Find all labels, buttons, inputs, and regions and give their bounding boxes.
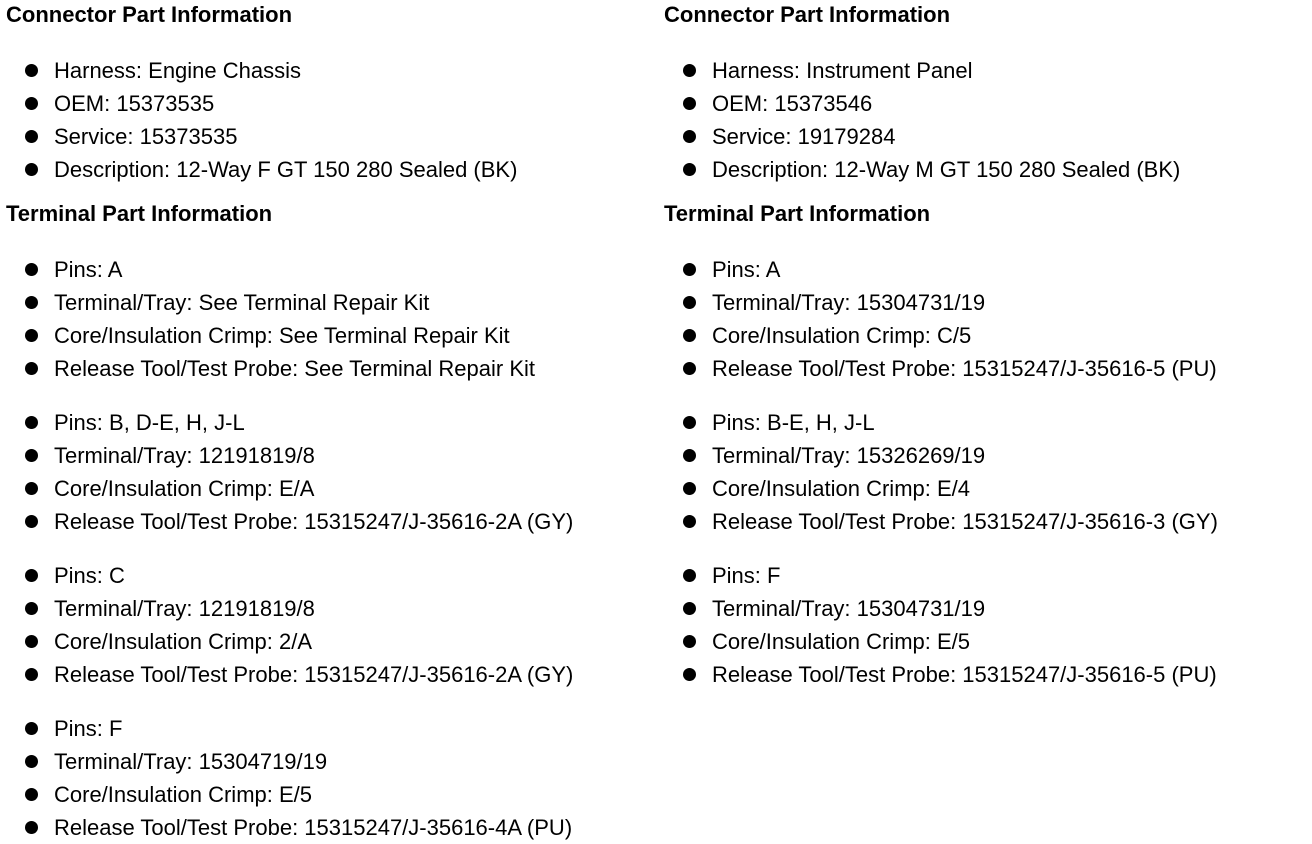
list-item bbox=[664, 406, 1309, 439]
item-text: Release Tool/Test Probe: 15315247/J-35616-2A (GY) bbox=[54, 662, 574, 687]
bullet-icon bbox=[683, 263, 696, 276]
list-item bbox=[6, 625, 656, 658]
item-text: Pins: A bbox=[712, 257, 781, 282]
bullet-icon bbox=[25, 569, 38, 582]
bullet-icon bbox=[683, 449, 696, 462]
list-item bbox=[6, 286, 656, 319]
list-item bbox=[6, 87, 656, 120]
right-column bbox=[664, 0, 1309, 691]
item-text: Terminal/Tray: 15326269/19 bbox=[712, 443, 986, 468]
bullet-icon bbox=[25, 788, 38, 801]
bullet-icon bbox=[683, 482, 696, 495]
item-text: Release Tool/Test Probe: 15315247/J-35616-5 (PU) bbox=[712, 356, 1217, 381]
list-item bbox=[664, 319, 1309, 352]
list-item bbox=[6, 712, 656, 745]
bullet-icon bbox=[683, 416, 696, 429]
item-text: Terminal/Tray: 15304731/19 bbox=[712, 290, 986, 315]
bullet-icon bbox=[25, 362, 38, 375]
bullet-icon bbox=[25, 163, 38, 176]
item-text: OEM: 15373546 bbox=[712, 91, 873, 116]
connector-heading: Connector Part Information bbox=[6, 2, 293, 27]
list-item bbox=[6, 352, 656, 385]
item-text: Core/Insulation Crimp: 2/A bbox=[54, 629, 312, 654]
bullet-icon bbox=[25, 722, 38, 735]
list-item bbox=[664, 505, 1309, 538]
bullet-icon bbox=[25, 821, 38, 834]
bullet-icon bbox=[25, 296, 38, 309]
item-text: Pins: B-E, H, J-L bbox=[712, 410, 875, 435]
list-item bbox=[664, 120, 1309, 153]
bullet-icon bbox=[683, 668, 696, 681]
item-text: Core/Insulation Crimp: E/A bbox=[54, 476, 315, 501]
bullet-icon bbox=[683, 329, 696, 342]
bullet-icon bbox=[683, 296, 696, 309]
list-item bbox=[664, 54, 1309, 87]
bullet-icon bbox=[683, 64, 696, 77]
item-text: Release Tool/Test Probe: 15315247/J-35616-3 (GY) bbox=[712, 509, 1218, 534]
list-item bbox=[664, 253, 1309, 286]
terminal-group bbox=[664, 406, 1309, 538]
item-text: OEM: 15373535 bbox=[54, 91, 215, 116]
list-item bbox=[6, 54, 656, 87]
list-item bbox=[664, 658, 1309, 691]
bullet-icon bbox=[25, 515, 38, 528]
item-text: Terminal/Tray: 15304719/19 bbox=[54, 749, 328, 774]
list-item bbox=[6, 811, 656, 844]
terminal-group bbox=[6, 406, 656, 538]
list-item bbox=[6, 472, 656, 505]
list-item bbox=[664, 559, 1309, 592]
item-text: Terminal/Tray: 12191819/8 bbox=[54, 443, 315, 468]
bullet-icon bbox=[683, 569, 696, 582]
item-text: Pins: B, D-E, H, J-L bbox=[54, 410, 245, 435]
terminal-group bbox=[6, 253, 656, 385]
list-item bbox=[664, 439, 1309, 472]
bullet-icon bbox=[683, 362, 696, 375]
bullet-icon bbox=[683, 97, 696, 110]
terminal-group bbox=[6, 712, 656, 844]
bullet-icon bbox=[683, 130, 696, 143]
item-text: Pins: A bbox=[54, 257, 123, 282]
terminal-group bbox=[6, 559, 656, 691]
item-text: Core/Insulation Crimp: E/4 bbox=[712, 476, 970, 501]
item-text: Release Tool/Test Probe: 15315247/J-35616-2A (GY) bbox=[54, 509, 574, 534]
list-item bbox=[6, 253, 656, 286]
terminal-heading: Terminal Part Information bbox=[6, 201, 273, 226]
list-item bbox=[6, 592, 656, 625]
bullet-icon bbox=[25, 449, 38, 462]
bullet-icon bbox=[25, 635, 38, 648]
bullet-icon bbox=[25, 482, 38, 495]
item-text: Harness: Engine Chassis bbox=[54, 58, 302, 83]
item-text: Release Tool/Test Probe: 15315247/J-35616-4A (PU) bbox=[54, 815, 573, 840]
item-text: Pins: C bbox=[54, 563, 125, 588]
bullet-icon bbox=[25, 97, 38, 110]
connector-list bbox=[6, 54, 656, 186]
list-item bbox=[6, 505, 656, 538]
item-text: Core/Insulation Crimp: See Terminal Repair Kit bbox=[54, 323, 510, 348]
connector-heading: Connector Part Information bbox=[664, 2, 951, 27]
item-text: Terminal/Tray: See Terminal Repair Kit bbox=[54, 290, 430, 315]
item-text: Pins: F bbox=[54, 716, 123, 741]
item-text: Core/Insulation Crimp: E/5 bbox=[54, 782, 312, 807]
list-item bbox=[6, 439, 656, 472]
list-item bbox=[664, 625, 1309, 658]
terminal-group bbox=[664, 253, 1309, 385]
terminal-heading: Terminal Part Information bbox=[664, 201, 931, 226]
list-item bbox=[664, 592, 1309, 625]
bullet-icon bbox=[683, 635, 696, 648]
list-item bbox=[664, 153, 1309, 186]
list-item bbox=[664, 286, 1309, 319]
list-item bbox=[6, 406, 656, 439]
list-item bbox=[6, 745, 656, 778]
bullet-icon bbox=[25, 64, 38, 77]
item-text: Service: 19179284 bbox=[712, 124, 896, 149]
item-text: Description: 12-Way F GT 150 280 Sealed (BK) bbox=[54, 157, 518, 182]
bullet-icon bbox=[25, 263, 38, 276]
bullet-icon bbox=[25, 668, 38, 681]
item-text: Terminal/Tray: 15304731/19 bbox=[712, 596, 986, 621]
list-item bbox=[6, 559, 656, 592]
item-text: Release Tool/Test Probe: See Terminal Repair Kit bbox=[54, 356, 535, 381]
item-text: Terminal/Tray: 12191819/8 bbox=[54, 596, 315, 621]
bullet-icon bbox=[25, 130, 38, 143]
list-item bbox=[6, 778, 656, 811]
bullet-icon bbox=[25, 329, 38, 342]
list-item bbox=[664, 472, 1309, 505]
item-text: Core/Insulation Crimp: C/5 bbox=[712, 323, 972, 348]
bullet-icon bbox=[683, 163, 696, 176]
list-item bbox=[6, 319, 656, 352]
list-item bbox=[6, 120, 656, 153]
list-item bbox=[6, 658, 656, 691]
connector-list bbox=[664, 54, 1309, 186]
item-text: Description: 12-Way M GT 150 280 Sealed (BK) bbox=[712, 157, 1181, 182]
left-column bbox=[6, 0, 656, 844]
bullet-icon bbox=[25, 755, 38, 768]
item-text: Core/Insulation Crimp: E/5 bbox=[712, 629, 970, 654]
bullet-icon bbox=[25, 416, 38, 429]
bullet-icon bbox=[683, 515, 696, 528]
item-text: Release Tool/Test Probe: 15315247/J-35616-5 (PU) bbox=[712, 662, 1217, 687]
item-text: Service: 15373535 bbox=[54, 124, 238, 149]
terminal-group bbox=[664, 559, 1309, 691]
bullet-icon bbox=[683, 602, 696, 615]
list-item bbox=[6, 153, 656, 186]
item-text: Harness: Instrument Panel bbox=[712, 58, 973, 83]
list-item bbox=[664, 352, 1309, 385]
item-text: Pins: F bbox=[712, 563, 781, 588]
bullet-icon bbox=[25, 602, 38, 615]
list-item bbox=[664, 87, 1309, 120]
